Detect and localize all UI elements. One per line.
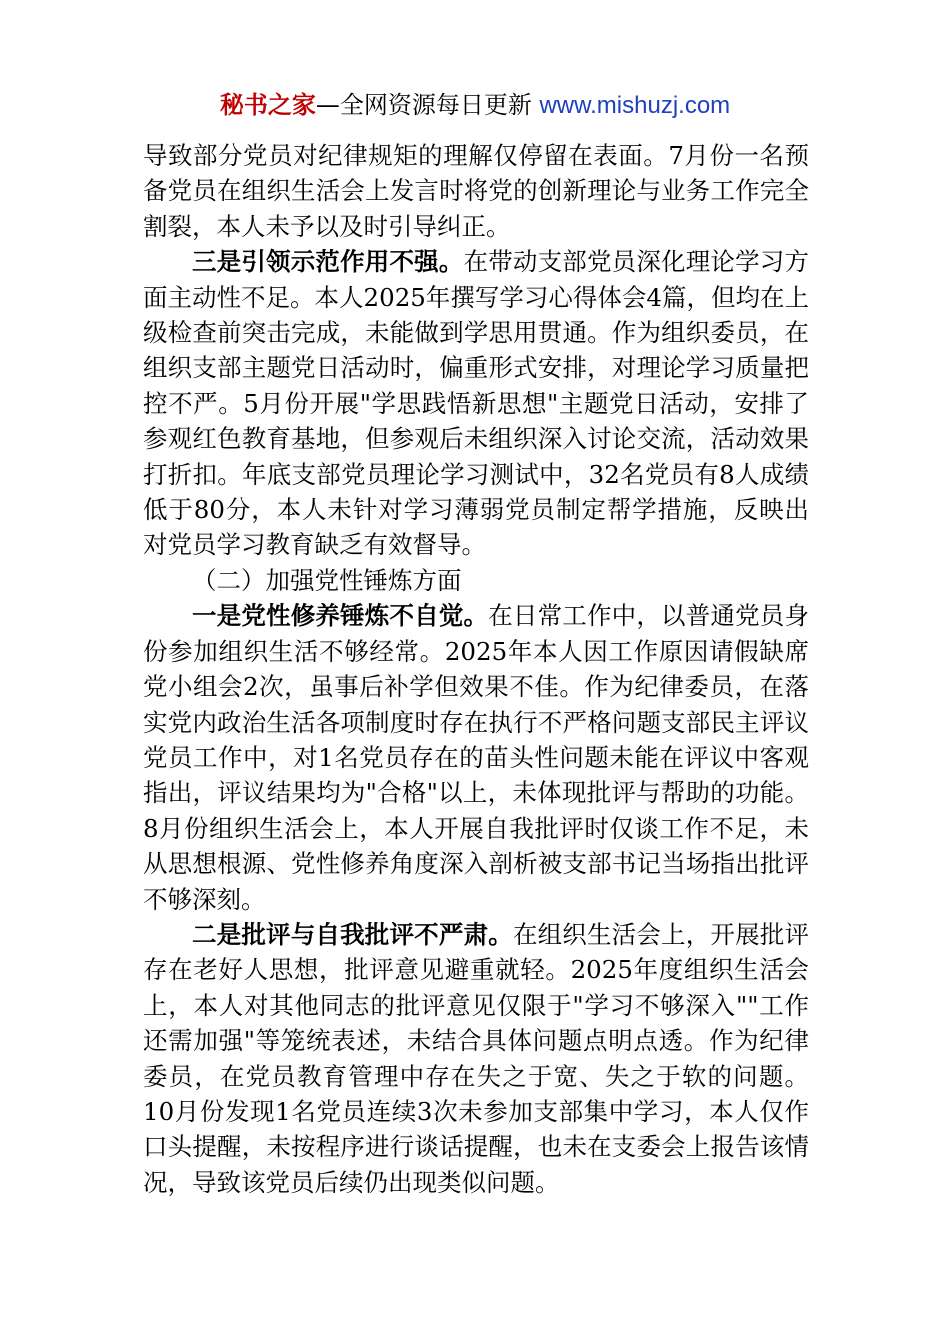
brand-name: 秘书之家 [219,91,316,119]
paragraph-heading: 二是批评与自我批评不严肃。 [192,919,513,949]
section-heading [143,563,809,598]
document-body [143,138,809,1200]
paragraph-text: 在组织生活会上，开展批评存在老好人思想，批评意见避重就轻。2025年度组织生活会上，本人对其他同志的批评意见仅限于"学习不够深入""工作还需加强"等笼统表述，未结合具体问题点明点透。作为纪律委员，在党员教育管理中存在失之于宽、失之于软的问题。10月份发现1名党员连续3次未参加支部集中学习，本人仅作口头提醒，未按程序进行谈话提醒，也未在支委会上报告该情况，导致该党员后续仍出现类似问题。 [143,919,809,1197]
site-url-link[interactable]: www.mishuzj.com [539,92,731,119]
section-heading-text: （二）加强党性锤炼方面 [192,565,462,595]
paragraph-continuation [143,138,809,244]
paragraph-text: 导致部分党员对纪律规矩的理解仅停留在表面。7月份一名预备党员在组织生活会上发言时将党的创新理论与业务工作完全割裂，本人未予以及时引导纠正。 [143,141,809,241]
paragraph-heading: 三是引领示范作用不强。 [192,247,464,277]
paragraph-leading-role [143,244,809,563]
paragraph-text: 在带动支部党员深化理论学习方面主动性不足。本人2025年撰写学习心得体会4篇，但均在上级检查前突击完成，未能做到学思用贯通。作为组织委员，在组织支部主题党日活动时，偏重形式安排，对理论学习质量把控不严。5月份开展"学思践悟新思想"主题党日活动，安排了参观红色教育基地，但参观后未组织深入讨论交流，活动效果打折扣。年底支部党员理论学习测试中，32名党员有8人成绩低于80分，本人未针对学习薄弱党员制定帮学措施，反映出对党员学习教育缺乏有效督导。 [143,247,809,560]
paragraph-criticism [143,917,809,1200]
header-tagline: —全网资源每日更新 [315,91,532,119]
site-header [0,86,950,125]
paragraph-party-cultivation [143,598,809,917]
paragraph-text: 在日常工作中，以普通党员身份参加组织生活不够经常。2025年本人因工作原因请假缺席党小组会2次，虽事后补学但效果不佳。作为纪律委员，在落实党内政治生活各项制度时存在执行不严格问题支部民主评议党员工作中，对1名党员存在的苗头性问题未能在评议中客观指出，评议结果均为"合格"以上，未体现批评与帮助的功能。8月份组织生活会上，本人开展自我批评时仅谈工作不足，未从思想根源、党性修养角度深入剖析被支部书记当场指出批评不够深刻。 [143,601,809,914]
paragraph-heading: 一是党性修养锤炼不自觉。 [192,601,489,631]
